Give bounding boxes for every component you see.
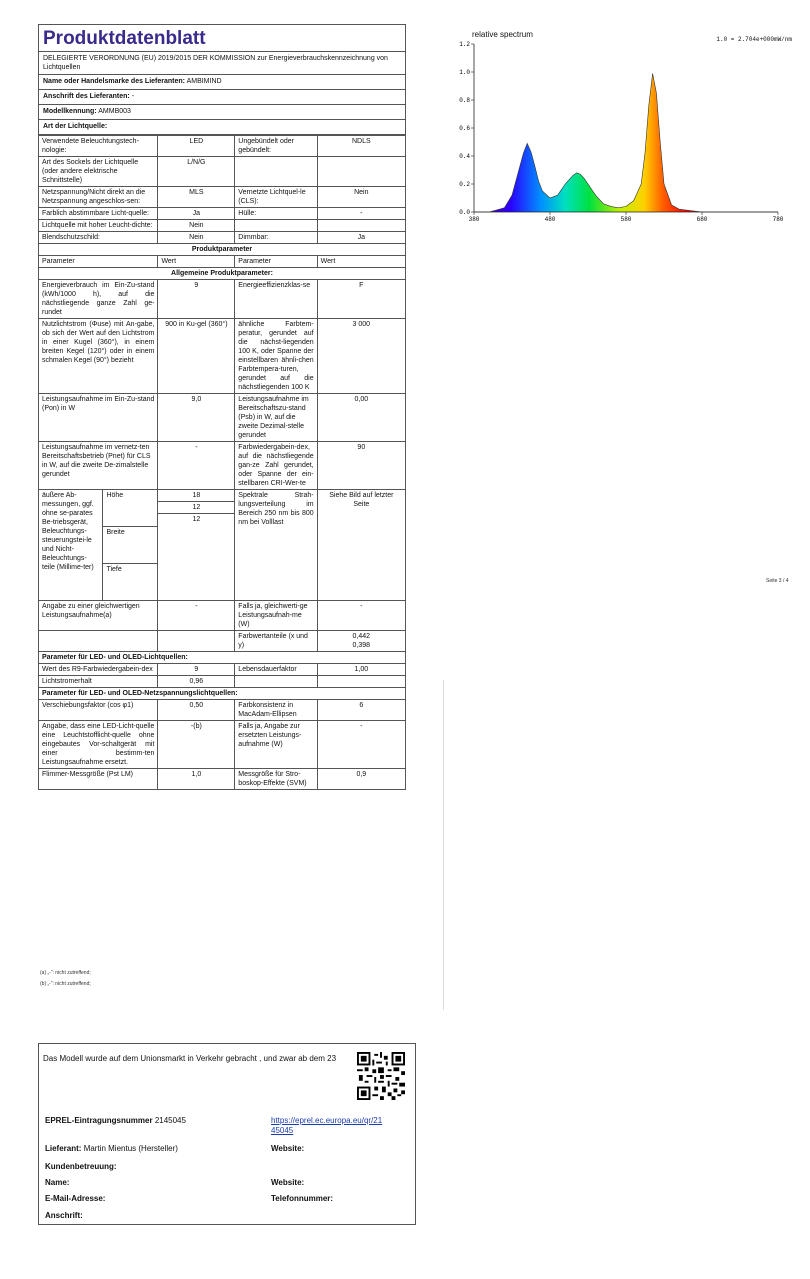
energy-label: Energieverbrauch im Ein-Zu-stand (kWh/1000 h), auf die nächstliegende ganze Zahl ge-rundet <box>39 280 158 319</box>
efficiency-class-label: Energieeffizienzklas-se <box>235 280 317 319</box>
customer-service-label: Kundenbetreuung: <box>45 1162 117 1171</box>
website2-label: Website: <box>271 1178 305 1187</box>
height-value: 18 <box>158 490 234 502</box>
stroboscopic-label: Messgröße für Stro-boskop-Effekte (SVM) <box>235 769 317 790</box>
flicker-value: 1,0 <box>158 769 235 790</box>
y-tick-label: 0.6 <box>459 125 470 132</box>
power-on-label: Leistungsaufnahme im Ein-Zu-stand (Pon) in W <box>39 394 158 442</box>
tech-label: Verwendete Beleuchtungstech-nologie: <box>39 136 158 157</box>
mains-label: Netzspannung/Nicht direkt an die Netzspannung angeschlos-sen: <box>39 187 158 208</box>
empty-cell <box>39 631 158 652</box>
high-luminance-value: Nein <box>158 220 235 232</box>
envelope-value: - <box>317 208 405 220</box>
cct-value: 3 000 <box>317 319 405 394</box>
empty-cell <box>235 220 317 232</box>
flicker-label: Flimmer-Messgröße (Pst LM) <box>39 769 158 790</box>
spectral-value: Siehe Bild auf letzter Seite <box>317 490 405 601</box>
lieferant-label: Lieferant: <box>45 1144 82 1153</box>
empty-cell <box>317 676 405 688</box>
tech-value: LED <box>158 136 235 157</box>
footnote-b: (b) „-“: nicht zutreffend; <box>40 981 91 987</box>
equivalent-power-label: Falls ja, gleichwerti-ge Leistungsaufnah-me (W) <box>235 601 317 631</box>
bundled-value: NDLS <box>317 136 405 157</box>
y-tick-label: 0.4 <box>459 153 470 160</box>
color-tunable-value: Ja <box>158 208 235 220</box>
stroboscopic-value: 0,9 <box>317 769 405 790</box>
replaced-power-label: Falls ja, Angabe zur ersetzten Leistungs-aufnahme (W) <box>235 721 317 769</box>
eprel-number-row <box>45 1116 186 1125</box>
displacement-factor-value: 0,50 <box>158 700 235 721</box>
y-tick-label: 0.0 <box>459 209 470 216</box>
supplier-value: AMBIMIND <box>186 78 222 85</box>
cri-label: Farbwiedergabein-dex, auf die nächstliegende gan-ze Zahl gerundet, oder Spanne der ein-stellbaren CRI-Wer-te <box>235 442 317 490</box>
empty-cell <box>158 631 235 652</box>
sheet-title: Produktdatenblatt <box>39 25 405 52</box>
address-row <box>39 90 405 105</box>
website-label: Website: <box>271 1144 305 1153</box>
regulation-intro: DELEGIERTE VERORDNUNG (EU) 2019/2015 DER KOMMISSION zur Energieverbrauchskennzeichnung von Lichtquellen <box>39 52 405 75</box>
phone-label: Telefonnummer: <box>271 1194 334 1203</box>
socket-value: L/N/G <box>158 157 235 187</box>
page-number: Seite 3 / 4 <box>766 578 789 584</box>
general-params-header: Allgemeine Produktparameter: <box>39 268 405 280</box>
col-param-header: Parameter <box>39 256 158 268</box>
replacement-claim-value: -(b) <box>158 721 235 769</box>
standby-label: Leistungsaufnahme im Bereitschaftszu-stand (Psb) in W, auf die zweite Dezimal-stelle gerundet <box>235 394 317 442</box>
qr-code-icon[interactable] <box>357 1052 405 1100</box>
email-label: E-Mail-Adresse: <box>45 1194 106 1203</box>
equivalent-power-value: - <box>317 601 405 631</box>
y-tick-label: 1.2 <box>459 41 470 48</box>
standby-value: 0,00 <box>317 394 405 442</box>
lieferant-value: Martin Mientus (Hersteller) <box>83 1144 178 1153</box>
y-tick-label: 0.2 <box>459 181 470 188</box>
luminous-flux-label: Nutzlichtstrom (Φuse) mit An-gabe, ob sich der Wert auf den Lichtstrom in einer Kugel (360°), in einem breiten Kegel (120°) oder in einem schmalen Kegel (90°) bezieht <box>39 319 158 394</box>
chromaticity-label: Farbwertanteile (x und y) <box>235 631 317 652</box>
product-data-sheet <box>38 24 406 790</box>
chart-annotation: 1.0 = 2.704e+000mW/nm <box>716 36 792 43</box>
bundled-label: Ungebündelt oder gebündelt: <box>235 136 317 157</box>
dimmable-label: Dimmbar: <box>235 232 317 244</box>
power-on-value: 9,0 <box>158 394 235 442</box>
chart-title: relative spectrum <box>472 30 533 39</box>
colour-consistency-value: 6 <box>317 700 405 721</box>
x-tick-label: 680 <box>696 216 708 223</box>
x-tick-label: 780 <box>772 216 784 223</box>
survival-factor-label: Lebensdauerfaktor <box>235 664 317 676</box>
cls-value: Nein <box>317 187 405 208</box>
r9-value: 9 <box>158 664 235 676</box>
data-table <box>39 135 405 789</box>
high-luminance-label: Lichtquelle mit hoher Leucht-dichte: <box>39 220 158 232</box>
survival-factor-value: 1,00 <box>317 664 405 676</box>
spectrum-area <box>474 73 778 212</box>
lumen-maintenance-label: Lichtstromerhalt <box>39 676 158 688</box>
mains-led-params-header: Parameter für LED- und OLED-Netzspannungslichtquellen: <box>39 688 405 700</box>
chromaticity-value <box>317 631 405 652</box>
light-source-type-header: Art der Lichtquelle: <box>39 120 405 135</box>
chromaticity-y: 0,398 <box>352 642 371 649</box>
x-tick-label: 580 <box>620 216 632 223</box>
empty-cell <box>317 220 405 232</box>
dimensions-label: äußere Ab-messungen, ggf. ohne se-parates Be-triebsgerät, Beleuchtungs-steuerungstei-le und Nicht-Beleuchtungs-teile (Millime-ter) <box>39 490 103 600</box>
chromaticity-x: 0,442 <box>352 633 371 640</box>
width-value: 12 <box>158 502 234 514</box>
supplier-info-row <box>45 1144 178 1153</box>
x-tick-label: 380 <box>468 216 480 223</box>
depth-label: Tiefe <box>106 566 122 574</box>
led-params-header: Parameter für LED- und OLED-Lichtquellen: <box>39 652 405 664</box>
displacement-factor-label: Verschiebungsfaktor (cos φ1) <box>39 700 158 721</box>
col-param-header: Parameter <box>235 256 317 268</box>
model-label: Modellkennung: <box>43 108 97 115</box>
height-label: Höhe <box>103 490 157 526</box>
col-value-header: Wert <box>317 256 405 268</box>
cct-label: ähnliche Farbtem-peratur, gerundet auf die nächst-liegenden 100 K, oder Spanne der einstellbaren ähnli-chen Farbtempera-turen, gerundet auf die nächstliegenden 100 K <box>235 319 317 394</box>
axis-ticks <box>459 41 784 223</box>
envelope-label: Hülle: <box>235 208 317 220</box>
lumen-maintenance-value: 0,96 <box>158 676 235 688</box>
color-tunable-label: Farblich abstimmbare Licht-quelle: <box>39 208 158 220</box>
net-standby-value: - <box>158 442 235 490</box>
relative-spectrum-chart <box>448 28 794 224</box>
eprel-link-line2: 45045 <box>271 1126 294 1135</box>
replaced-power-value: - <box>317 721 405 769</box>
supplier-label: Name oder Handelsmarke des Lieferanten: <box>43 78 185 85</box>
mains-value: MLS <box>158 187 235 208</box>
col-value-header: Wert <box>158 256 235 268</box>
empty-cell <box>235 157 317 187</box>
luminous-flux-value: 900 in Ku-gel (360°) <box>158 319 235 394</box>
divider-line <box>443 680 444 1010</box>
depth-value: 12 <box>192 516 201 523</box>
dimensions-cell <box>39 490 158 601</box>
address-value: - <box>131 93 135 100</box>
footnote-a: (a) „-“: nicht zutreffend; <box>40 970 91 976</box>
equivalent-power-claim-label: Angabe zu einer gleichwertigen Leistungsaufnahme(a) <box>39 601 158 631</box>
energy-value: 9 <box>158 280 235 319</box>
r9-label: Wert des R9-Farbwiedergabein-dex <box>39 664 158 676</box>
eprel-link-line1: https://eprel.ec.europa.eu/qr/21 <box>271 1116 383 1125</box>
y-tick-label: 1.0 <box>459 69 470 76</box>
eprel-link[interactable] <box>271 1116 382 1136</box>
empty-cell <box>235 676 317 688</box>
width-label: Breite <box>103 526 157 564</box>
equivalent-power-claim-value: - <box>158 601 235 631</box>
glare-shield-label: Blendschutzschild: <box>39 232 158 244</box>
eprel-number: 2145045 <box>154 1116 186 1125</box>
spectral-label: Spektrale Strah-lungsverteilung im Bereich 250 nm bis 800 nm bei Volllast <box>235 490 317 601</box>
x-tick-label: 480 <box>544 216 556 223</box>
market-placement-text: Das Modell wurde auf dem Unionsmarkt in Verkehr gebracht , und zwar ab dem 23 <box>43 1054 337 1063</box>
dimmable-value: Ja <box>317 232 405 244</box>
supplier-row <box>39 75 405 90</box>
name-label: Name: <box>45 1178 70 1187</box>
address-label-2: Anschrift: <box>45 1211 83 1220</box>
cls-label: Vernetzte Lichtquel-le (CLS): <box>235 187 317 208</box>
product-params-header: Produktparameter <box>39 244 405 256</box>
efficiency-class-value: F <box>317 280 405 319</box>
socket-label: Art des Sockels der Lichtquelle (oder andere elektrische Schnittstelle) <box>39 157 158 187</box>
eprel-info-box <box>38 1043 416 1225</box>
colour-consistency-label: Farbkonsistenz in MacAdam-Ellipsen <box>235 700 317 721</box>
empty-cell <box>317 157 405 187</box>
address-label: Anschrift des Lieferanten: <box>43 93 130 100</box>
cri-value: 90 <box>317 442 405 490</box>
footnotes <box>40 968 91 990</box>
y-tick-label: 0.8 <box>459 97 470 104</box>
replacement-claim-label: Angabe, dass eine LED-Licht-quelle eine Leuchtstofflicht-quelle ohne eingebautes Vor-schaltgerät mit einer bestimm-ten Leistungsaufnahme ersetzt. <box>39 721 158 769</box>
net-standby-label: Leistungsaufnahme im vernetz-ten Bereitschaftsbetrieb (Pnet) für CLS in W, auf die zweite De-zimalstelle gerundet <box>39 442 158 490</box>
model-row <box>39 105 405 120</box>
dimensions-values-cell <box>158 490 235 601</box>
glare-shield-value: Nein <box>158 232 235 244</box>
model-value: AMMB003 <box>98 108 131 115</box>
eprel-label: EPREL-Eintragungsnummer <box>45 1116 153 1125</box>
